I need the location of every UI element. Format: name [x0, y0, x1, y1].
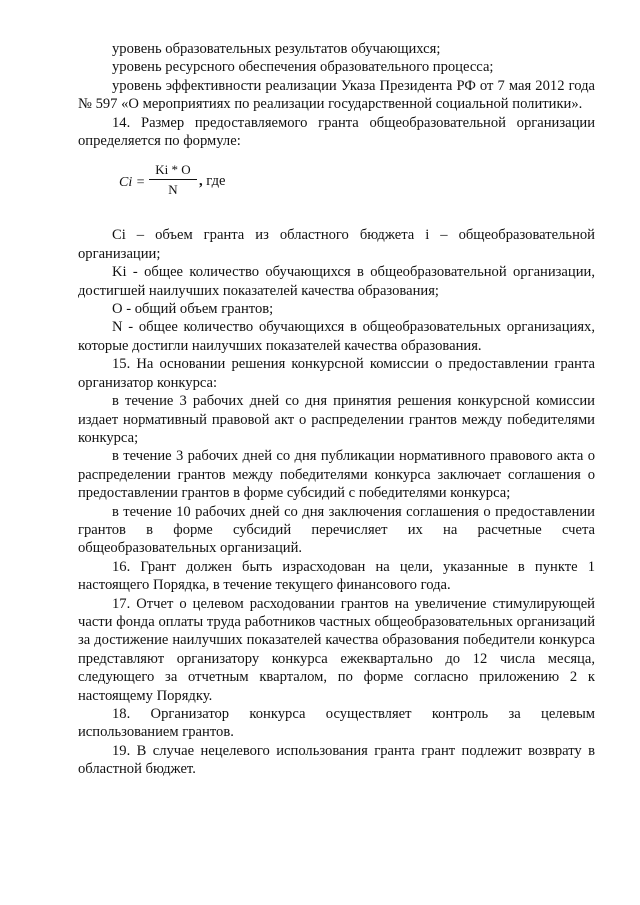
paragraph-16-usage-period: 16. Грант должен быть израсходован на цели, указанные в пункте 1 настоящего Порядка, в течение текущего финансового года. [78, 558, 595, 594]
paragraph-17-report: 17. Отчет о целевом расходовании грантов на увеличение стимулирующей части фонда оплаты труда работников частных общеобразовательных организаций за достижение наилучших показателей качества образования победители конкурса представляют организатору конкурса ежеквартально до 12 числа месяца, следующего за отчетным кварталом, по форме согласно приложению 2 к настоящему Порядку. [78, 595, 595, 704]
paragraph-15-transfer: в течение 10 рабочих дней со дня заключения соглашения о предоставлении грантов в форме субсидий перечисляет их на расчетные счета общеобразовательных организаций. [78, 503, 595, 557]
document-page [78, 40, 595, 779]
paragraph-18-control: 18. Организатор конкурса осуществляет контроль за целевым использованием грантов. [78, 706, 595, 741]
paragraph-ci-definition: Ci – объем гранта из областного бюджета i – общеобразовательной организации; [78, 227, 595, 262]
formula-comma: , [199, 173, 203, 190]
paragraph-o-definition: O - общий объем грантов; [112, 301, 274, 318]
formula-denominator: N [168, 182, 178, 198]
grant-formula [78, 158, 595, 218]
formula-fraction [149, 162, 197, 198]
formula-numerator: Ki * O [149, 162, 197, 180]
paragraph-resource-level: уровень ресурсного обеспечения образовательного процесса; [112, 59, 494, 76]
formula-lhs: Ci = [119, 175, 146, 191]
paragraph-19-refund: 19. В случае нецелевого использования гранта грант подлежит возврату в областной бюджет. [78, 742, 595, 778]
paragraph-15-agreements: в течение 3 рабочих дней со дня публикации нормативного правового акта о распределении грантов между победителями конкурса заключает соглашения о предоставлении грантов в форме субсидий с победителями конкурса; [78, 448, 595, 502]
formula-where: где [202, 173, 226, 190]
paragraph-n-definition: N - общее количество обучающихся в общеобразовательных организациях, которые достигли наилучших показателей качества образования. [78, 319, 595, 354]
paragraph-15-act-issuance: в течение 3 рабочих дней со дня принятия решения конкурсной комиссии издает нормативный правовой акт о распределении грантов между победителями конкурса; [78, 393, 595, 446]
paragraph-15-commission-decision: 15. На основании решения конкурсной комиссии о предоставлении гранта организатор конкурса: [78, 356, 595, 391]
paragraph-14-grant-size: 14. Размер предоставляемого гранта общеобразовательной организации определяется по формуле: [78, 114, 595, 150]
paragraph-decree-efficiency: уровень эффективности реализации Указа Президента РФ от 7 мая 2012 года № 597 «О мероприятиях по реализации государственной социальной политики». [78, 77, 595, 113]
paragraph-ki-definition: Ki - общее количество обучающихся в общеобразовательной организации, достигшей наилучших показателей качества образования; [78, 264, 595, 299]
paragraph-results-level: уровень образовательных результатов обучающихся; [112, 41, 441, 57]
formula-suffix [199, 172, 225, 190]
